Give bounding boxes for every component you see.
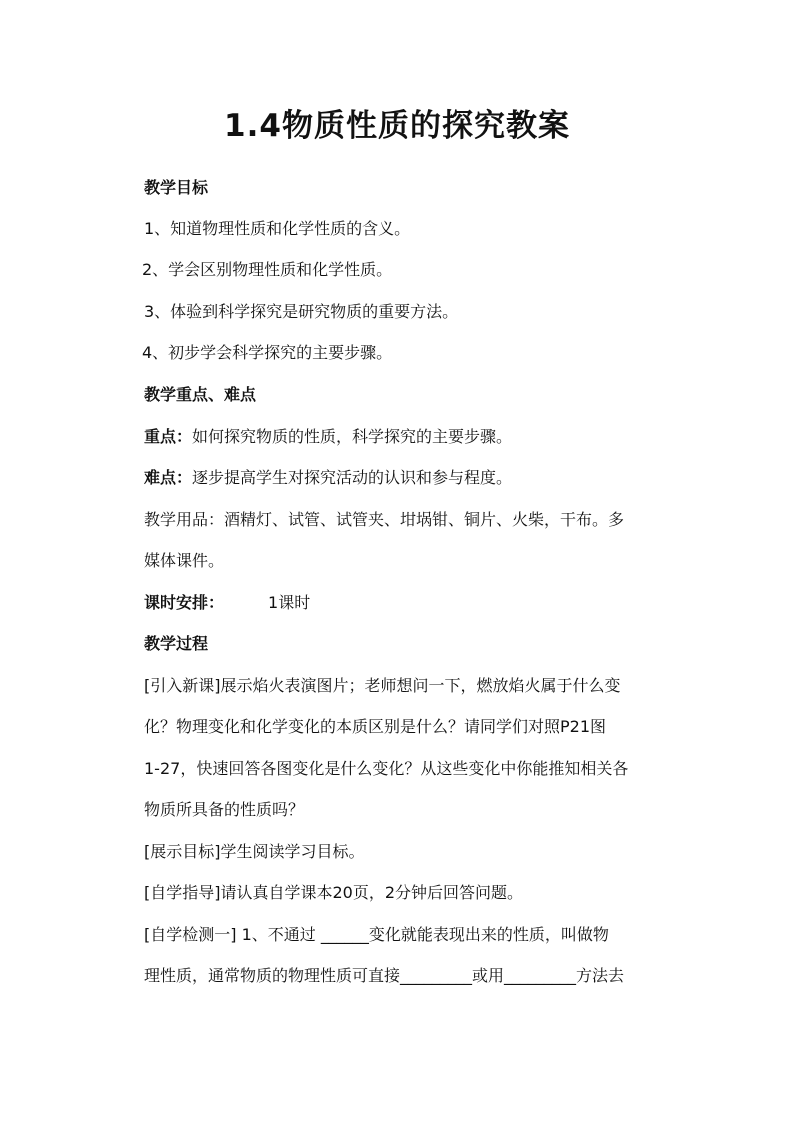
- schedule-line: [144, 591, 704, 615]
- self-check-text-2b: 或用: [472, 966, 505, 985]
- materials-line-2: 媒体课件。: [144, 551, 225, 570]
- self-check-text-1b: 变化就能表现出来的性质，叫做物: [368, 925, 609, 944]
- key-point-text: 如何探究物质的性质，科学探究的主要步骤。: [192, 427, 513, 446]
- self-check-text-2a: 理性质，通常物质的物理性质可直接: [144, 966, 401, 985]
- key-difficult-heading: 教学重点、难点: [144, 385, 257, 404]
- intro-line-4: 物质所具备的性质吗？: [144, 800, 305, 819]
- schedule-label: 课时安排：: [144, 593, 225, 612]
- goal-item-2: 2、学会区别物理性质和化学性质。: [142, 260, 393, 279]
- key-point-label: 重点：: [144, 427, 193, 446]
- fill-blank-1: ______: [320, 925, 369, 944]
- self-guide-line: [自学指导]请认真自学课本20页，2分钟后回答问题。: [144, 883, 524, 902]
- difficult-point-text: 逐步提高学生对探究活动的认识和参与程度。: [192, 468, 513, 487]
- show-goals-line: [展示目标]学生阅读学习目标。: [144, 842, 365, 861]
- goal-item-4: 4、初步学会科学探究的主要步骤。: [142, 343, 393, 362]
- goals-heading: 教学目标: [144, 178, 209, 197]
- self-check-line-1: [144, 923, 704, 947]
- intro-line-2: 化？物理变化和化学变化的本质区别是什么？请同学们对照P21图: [144, 717, 607, 736]
- self-check-text-1a: [自学检测一] 1、不通过: [144, 925, 321, 944]
- self-check-line-2: [144, 964, 704, 988]
- key-point-line: [144, 425, 704, 449]
- page-title: 1.4物质性质的探究教案: [224, 108, 570, 144]
- schedule-value: 1课时: [268, 593, 311, 612]
- goal-item-3: 3、体验到科学探究是研究物质的重要方法。: [144, 302, 459, 321]
- fill-blank-3: _________: [504, 966, 577, 985]
- self-check-text-2c: 方法去: [576, 966, 625, 985]
- difficult-point-label: 难点：: [144, 468, 193, 487]
- intro-line-3: 1-27，快速回答各图变化是什么变化？从这些变化中你能推知相关各: [144, 759, 629, 778]
- process-heading: 教学过程: [144, 634, 209, 653]
- intro-line-1: [引入新课]展示焰火表演图片；老师想问一下，燃放焰火属于什么变: [144, 676, 621, 695]
- fill-blank-2: _________: [400, 966, 473, 985]
- goal-item-1: 1、知道物理性质和化学性质的含义。: [144, 219, 411, 238]
- materials-line-1: 教学用品：酒精灯、试管、试管夹、坩埚钳、铜片、火柴，干布。多: [144, 510, 625, 529]
- difficult-point-line: [144, 466, 704, 490]
